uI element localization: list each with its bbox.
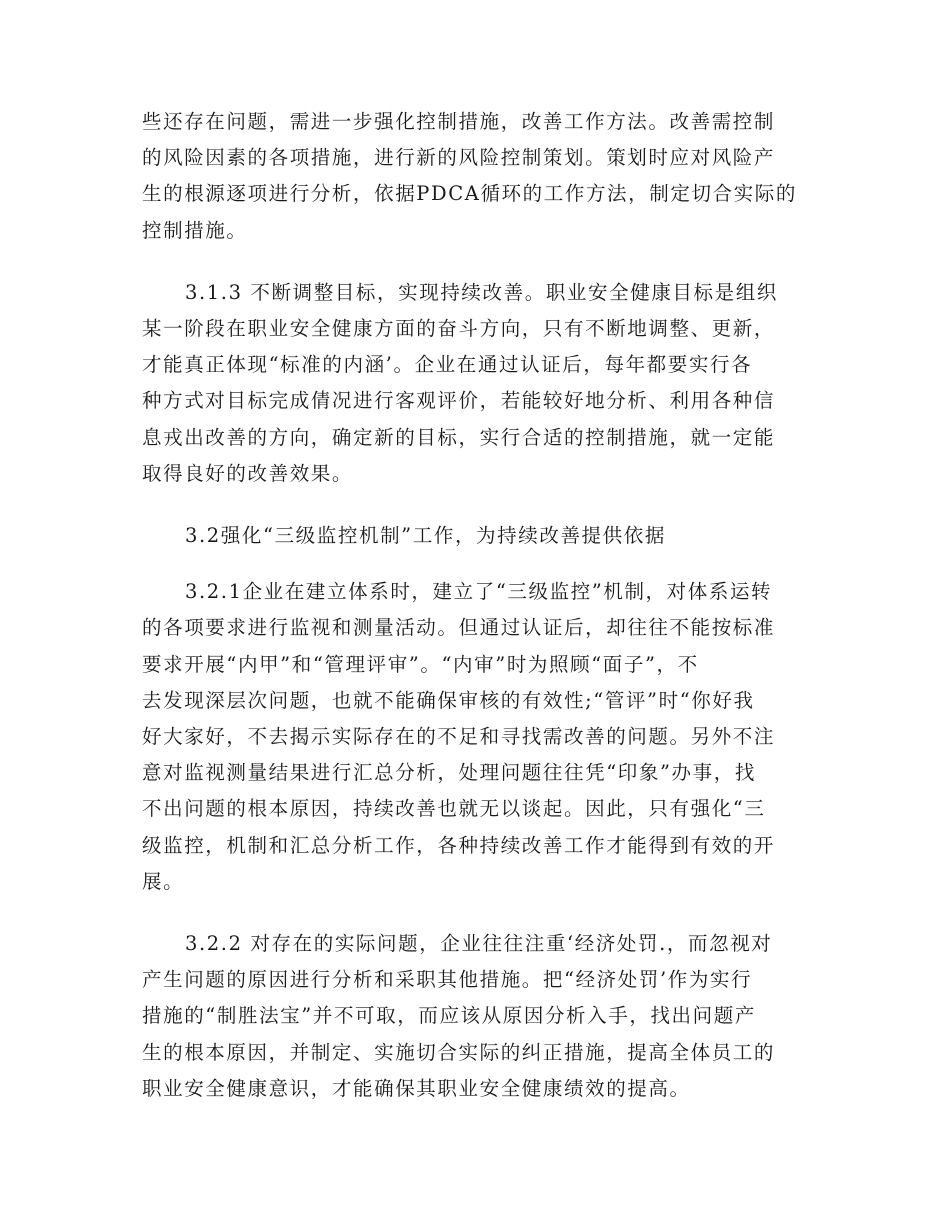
text-line: 职业安全健康意识，才能确保其职业安全健康绩效的提高。 — [142, 1076, 691, 1100]
paragraph-3-2-2 — [142, 926, 814, 1107]
text-line: 取得良好的改善效果。 — [142, 461, 354, 485]
paragraph-control-measures — [142, 104, 814, 249]
text-line: 去发现深层次问题，也就不能确保审核的有效性;“管评”时“你好我 — [142, 688, 755, 712]
paragraph-3-1-3 — [142, 275, 814, 492]
heading-text: 3.2强化“三级监控机制”工作，为持续改善提供依据 — [185, 524, 666, 548]
text-line: 不出问题的根本原因，持续改善也就无以谈起。因此，只有强化“三 — [142, 797, 766, 821]
text-line: 3.1.3 不断调整目标，实现持续改善。职业安全健康目标是组织 — [185, 280, 778, 304]
section-heading-3-2 — [142, 518, 814, 554]
text-line: 级监控，机制和汇总分析工作，各种持续改善工作才能得到有效的开 — [142, 833, 776, 857]
text-line: 控制措施。 — [142, 218, 248, 242]
text-line: 意对监视测量结果进行汇总分析，处理问题往往凭“印象”办事，找 — [142, 761, 756, 785]
text-line: 才能真正体现“标准的内涵’。企业在通过认证后，每年都要实行各 — [142, 353, 753, 377]
text-line: 些还存在问题，需进一步强化控制措施，改善工作方法。改善需控制 — [142, 110, 776, 133]
text-line: 要求开展“内甲”和“管理评审”。“内审”时为照顾“面子”，不 — [142, 652, 699, 676]
text-line: 的风险因素的各项措施，进行新的风险控制策划。策划时应对风险产 — [142, 146, 776, 170]
text-line: 展。 — [142, 869, 185, 893]
text-line: 3.2.2 对存在的实际问题，企业往往注重‘经济处罚.，而忽视对 — [185, 932, 773, 956]
text-line: 种方式对目标完成倩况进行客观评价，若能较好地分析、利用各种信 — [142, 389, 776, 413]
text-line: 3.2.1企业在建立体系时，建立了“三级监控”机制，对体系运转 — [185, 580, 773, 604]
text-line: 产生问题的原因进行分析和采职其他措施。把“经济处罚’作为实行 — [142, 968, 753, 992]
document-body — [142, 104, 814, 1133]
text-line: 某一阶段在职业安全健康方面的奋斗方向，只有不断地调整、更新， — [142, 317, 776, 341]
text-line: 的各项要求进行监视和测量活动。但通过认证后，却往往不能按标准 — [142, 616, 776, 640]
text-line: 措施的“制胜法宝”并不可取，而应该从原因分析入手，找出问题产 — [142, 1004, 756, 1028]
text-line: 好大家好，不去揭示实际存在的不足和寻找需改善的问题。另外不注 — [142, 725, 776, 749]
text-line: 生的根源逐项进行分析，依据PDCA循环的工作方法，制定切合实际的 — [142, 182, 797, 206]
paragraph-3-2-1 — [142, 574, 814, 900]
text-line: 生的根本原因，并制定、实施切合实际的纠正措施，提高全体员工的 — [142, 1040, 776, 1064]
text-line: 息戎出改善的方向，确定新的目标，实行合适的控制措施，就一定能 — [142, 425, 776, 449]
